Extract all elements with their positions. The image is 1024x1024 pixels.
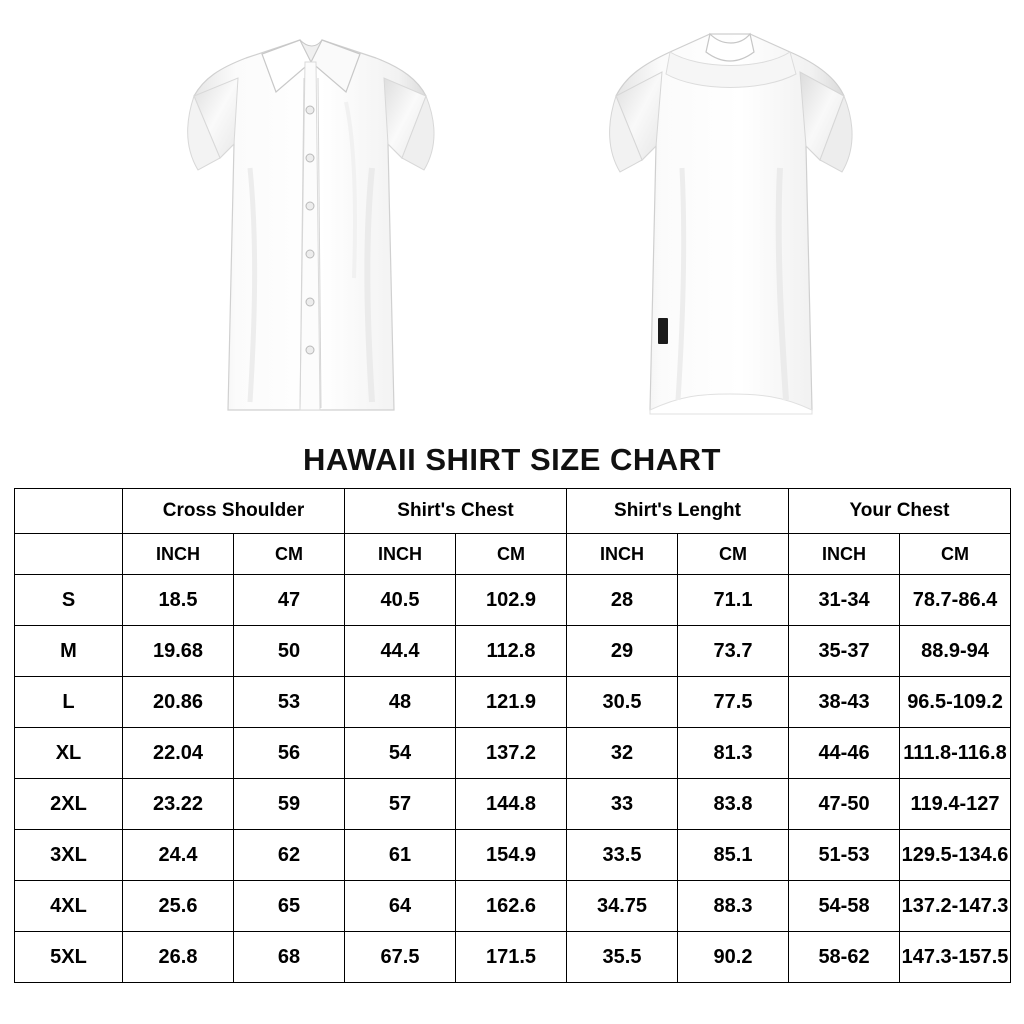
cell-chest-cm: 121.9 xyxy=(456,677,567,728)
unit-inch-shirts-chest: INCH xyxy=(345,534,456,575)
size-label: S xyxy=(15,575,123,626)
cell-cross-shoulder-cm: 50 xyxy=(234,626,345,677)
cell-your-chest-inch: 54-58 xyxy=(789,881,900,932)
cell-your-chest-cm: 88.9-94 xyxy=(900,626,1011,677)
cell-cross-shoulder-inch: 19.68 xyxy=(123,626,234,677)
cell-cross-shoulder-cm: 65 xyxy=(234,881,345,932)
shirt-front-icon xyxy=(150,18,470,428)
corner-cell xyxy=(15,489,123,534)
shirt-back-icon xyxy=(570,18,890,428)
table-row xyxy=(15,881,1011,932)
cell-chest-inch: 48 xyxy=(345,677,456,728)
size-label: 3XL xyxy=(15,830,123,881)
cell-length-cm: 83.8 xyxy=(678,779,789,830)
table-row xyxy=(15,830,1011,881)
cell-length-cm: 85.1 xyxy=(678,830,789,881)
size-label: XL xyxy=(15,728,123,779)
shirt-illustrations xyxy=(0,0,1024,440)
cell-cross-shoulder-inch: 24.4 xyxy=(123,830,234,881)
cell-your-chest-inch: 38-43 xyxy=(789,677,900,728)
size-label: L xyxy=(15,677,123,728)
cell-your-chest-cm: 111.8-116.8 xyxy=(900,728,1011,779)
group-header-shirts-lenght: Shirt's Lenght xyxy=(567,489,789,534)
cell-cross-shoulder-inch: 18.5 xyxy=(123,575,234,626)
cell-your-chest-cm: 137.2-147.3 xyxy=(900,881,1011,932)
size-chart-table xyxy=(14,488,1011,983)
cell-cross-shoulder-cm: 59 xyxy=(234,779,345,830)
group-header-shirts-chest: Shirt's Chest xyxy=(345,489,567,534)
cell-chest-inch: 67.5 xyxy=(345,932,456,983)
cell-chest-cm: 171.5 xyxy=(456,932,567,983)
cell-your-chest-inch: 58-62 xyxy=(789,932,900,983)
cell-chest-inch: 64 xyxy=(345,881,456,932)
unit-inch-shirts-lenght: INCH xyxy=(567,534,678,575)
cell-length-cm: 71.1 xyxy=(678,575,789,626)
cell-length-cm: 81.3 xyxy=(678,728,789,779)
size-label: 4XL xyxy=(15,881,123,932)
group-header-row xyxy=(15,489,1011,534)
unit-inch-cross-shoulder: INCH xyxy=(123,534,234,575)
unit-corner-cell xyxy=(15,534,123,575)
cell-your-chest-cm: 96.5-109.2 xyxy=(900,677,1011,728)
cell-chest-cm: 144.8 xyxy=(456,779,567,830)
cell-chest-cm: 162.6 xyxy=(456,881,567,932)
group-header-your-chest: Your Chest xyxy=(789,489,1011,534)
cell-cross-shoulder-inch: 26.8 xyxy=(123,932,234,983)
cell-cross-shoulder-inch: 20.86 xyxy=(123,677,234,728)
cell-chest-inch: 44.4 xyxy=(345,626,456,677)
group-header-cross-shoulder: Cross Shoulder xyxy=(123,489,345,534)
cell-your-chest-inch: 47-50 xyxy=(789,779,900,830)
cell-your-chest-inch: 35-37 xyxy=(789,626,900,677)
cell-your-chest-cm: 147.3-157.5 xyxy=(900,932,1011,983)
cell-chest-cm: 112.8 xyxy=(456,626,567,677)
cell-length-inch: 33 xyxy=(567,779,678,830)
table-row xyxy=(15,677,1011,728)
size-label: 5XL xyxy=(15,932,123,983)
table-row xyxy=(15,575,1011,626)
cell-cross-shoulder-cm: 68 xyxy=(234,932,345,983)
cell-length-inch: 34.75 xyxy=(567,881,678,932)
unit-cm-shirts-chest: CM xyxy=(456,534,567,575)
cell-cross-shoulder-inch: 25.6 xyxy=(123,881,234,932)
cell-cross-shoulder-inch: 23.22 xyxy=(123,779,234,830)
cell-length-cm: 73.7 xyxy=(678,626,789,677)
cell-length-cm: 77.5 xyxy=(678,677,789,728)
cell-length-cm: 88.3 xyxy=(678,881,789,932)
cell-length-inch: 32 xyxy=(567,728,678,779)
unit-cm-shirts-lenght: CM xyxy=(678,534,789,575)
cell-chest-cm: 154.9 xyxy=(456,830,567,881)
cell-length-inch: 30.5 xyxy=(567,677,678,728)
cell-chest-inch: 61 xyxy=(345,830,456,881)
table-row xyxy=(15,932,1011,983)
size-label: M xyxy=(15,626,123,677)
size-label: 2XL xyxy=(15,779,123,830)
cell-length-inch: 28 xyxy=(567,575,678,626)
cell-your-chest-cm: 78.7-86.4 xyxy=(900,575,1011,626)
table-row xyxy=(15,779,1011,830)
cell-chest-inch: 54 xyxy=(345,728,456,779)
unit-cm-your-chest: CM xyxy=(900,534,1011,575)
cell-length-inch: 35.5 xyxy=(567,932,678,983)
cell-cross-shoulder-cm: 53 xyxy=(234,677,345,728)
cell-length-inch: 33.5 xyxy=(567,830,678,881)
cell-chest-cm: 102.9 xyxy=(456,575,567,626)
cell-your-chest-inch: 44-46 xyxy=(789,728,900,779)
cell-chest-inch: 40.5 xyxy=(345,575,456,626)
cell-cross-shoulder-inch: 22.04 xyxy=(123,728,234,779)
table-row xyxy=(15,626,1011,677)
cell-length-cm: 90.2 xyxy=(678,932,789,983)
unit-header-row xyxy=(15,534,1011,575)
cell-your-chest-cm: 129.5-134.6 xyxy=(900,830,1011,881)
table-row xyxy=(15,728,1011,779)
cell-cross-shoulder-cm: 62 xyxy=(234,830,345,881)
cell-your-chest-inch: 31-34 xyxy=(789,575,900,626)
cell-cross-shoulder-cm: 47 xyxy=(234,575,345,626)
cell-chest-inch: 57 xyxy=(345,779,456,830)
size-table-wrapper xyxy=(0,488,1024,993)
cell-chest-cm: 137.2 xyxy=(456,728,567,779)
unit-cm-cross-shoulder: CM xyxy=(234,534,345,575)
cell-cross-shoulder-cm: 56 xyxy=(234,728,345,779)
cell-your-chest-inch: 51-53 xyxy=(789,830,900,881)
cell-your-chest-cm: 119.4-127 xyxy=(900,779,1011,830)
cell-length-inch: 29 xyxy=(567,626,678,677)
unit-inch-your-chest: INCH xyxy=(789,534,900,575)
page-title: HAWAII SHIRT SIZE CHART xyxy=(303,442,721,477)
